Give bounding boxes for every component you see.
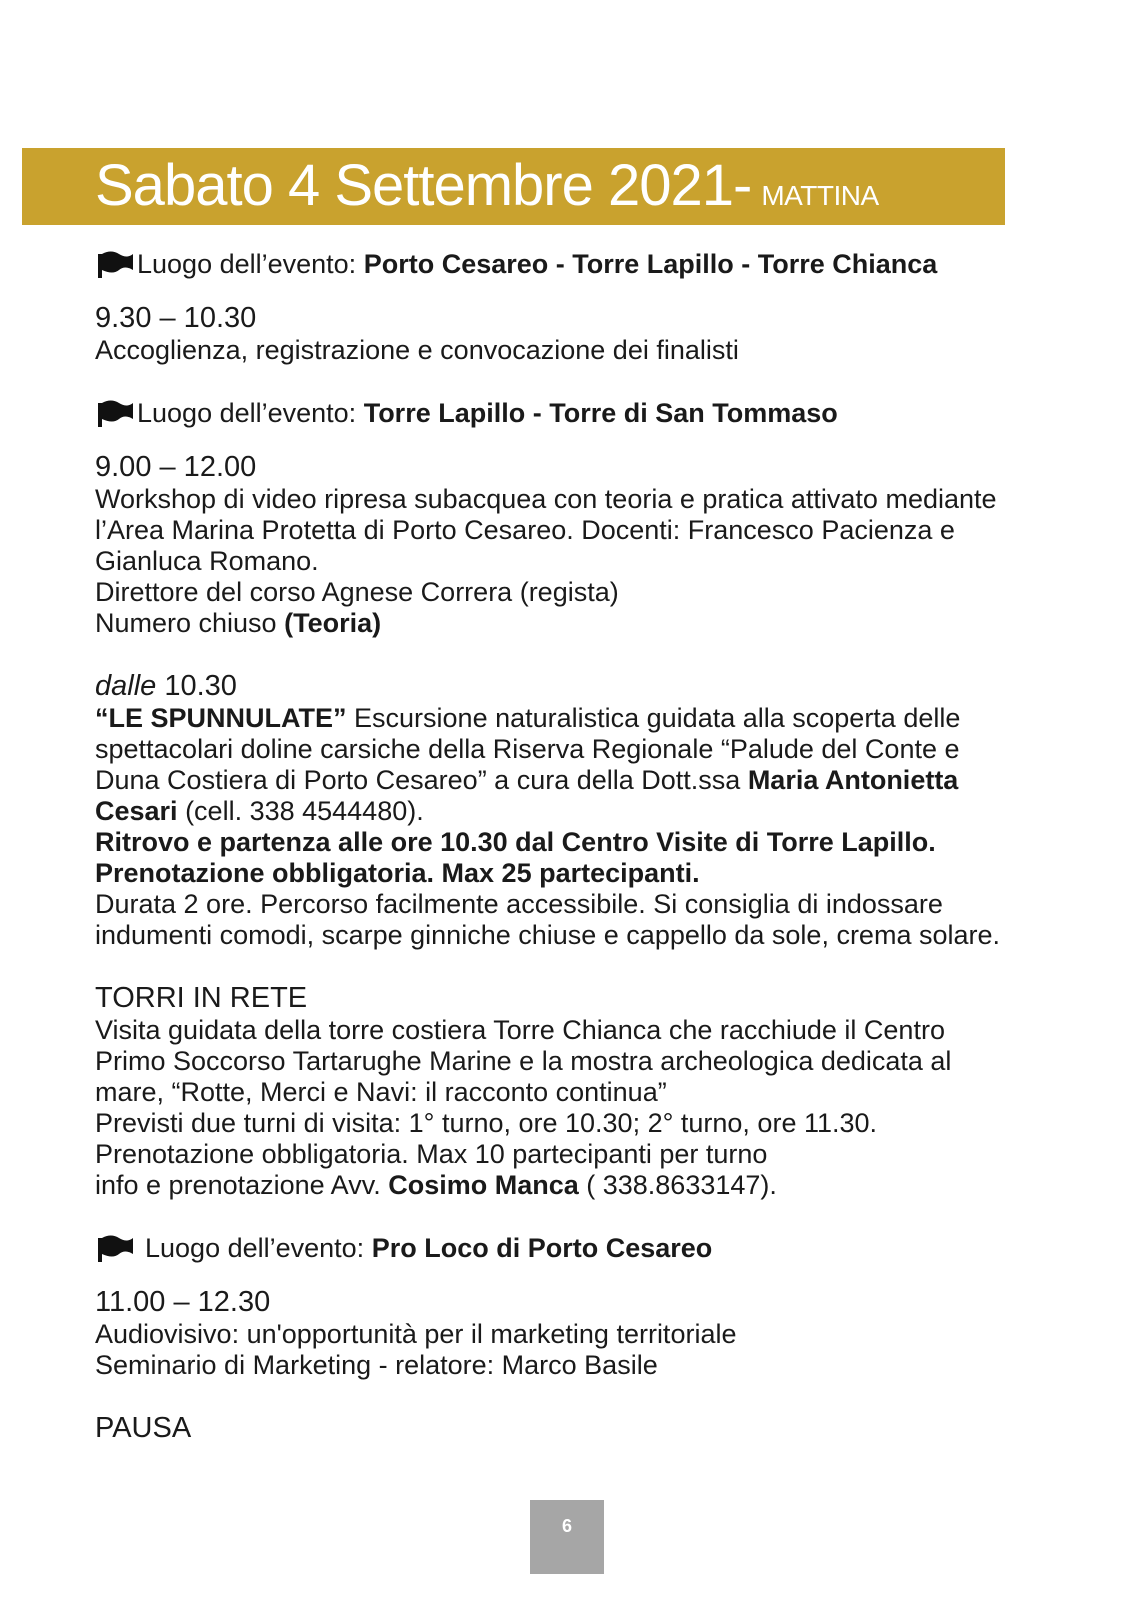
venue-place: Pro Loco di Porto Cesareo	[371, 1232, 713, 1263]
event-text	[95, 765, 1055, 796]
event-text	[95, 1170, 1055, 1201]
flag-icon	[95, 248, 135, 280]
event-text: mare, “Rotte, Merci e Navi: il racconto continua”	[95, 1077, 667, 1107]
event-text-bold: Cosimo Manca	[388, 1170, 579, 1200]
event-text	[95, 796, 1055, 827]
venue-line	[95, 397, 1055, 429]
event-text: l’Area Marina Protetta di Porto Cesareo. Docenti: Francesco Pacienza e	[95, 515, 955, 545]
event-text: Durata 2 ore. Percorso facilmente accessibile. Si consiglia di indossare	[95, 889, 943, 919]
event-text-part: info e prenotazione Avv.	[95, 1170, 389, 1200]
event-text: Prenotazione obbligatoria. Max 10 partecipanti per turno	[95, 1139, 768, 1169]
venue-line	[95, 248, 1055, 280]
event-time-value: 10.30	[156, 670, 237, 702]
event-time-prefix: dalle	[95, 670, 157, 702]
event-block	[95, 302, 1055, 366]
event-text: Visita guidata della torre costiera Torre Chianca che racchiude il Centro	[95, 1015, 945, 1045]
event-block	[95, 982, 1055, 1201]
event-block	[95, 670, 1055, 951]
event-time: 9.30 – 10.30	[95, 302, 257, 334]
event-title: “LE SPUNNULATE”	[95, 703, 347, 733]
event-text-bold: Cesari	[95, 796, 178, 826]
event-text-part: (cell. 338 4544480).	[177, 796, 424, 826]
event-text	[95, 608, 1055, 639]
event-text-bold: (Teoria)	[284, 608, 382, 638]
event-text-bold: Maria Antonietta	[747, 765, 959, 795]
venue-place: Torre Lapillo - Torre di San Tommaso	[363, 397, 838, 428]
page-title-subtitle: MATTINA	[761, 180, 879, 211]
venue-label: Luogo dell’evento:	[137, 248, 357, 279]
venue-place: Porto Cesareo - Torre Lapillo - Torre Chianca	[363, 248, 938, 279]
event-text-bold: Prenotazione obbligatoria. Max 25 partecipanti.	[95, 858, 700, 888]
flag-icon	[95, 1232, 135, 1264]
event-text: Gianluca Romano.	[95, 546, 319, 576]
event-time	[95, 670, 1055, 703]
event-text: spettacolari doline carsiche della Riserva Regionale “Palude del Conte e	[95, 734, 960, 764]
flag-icon	[95, 397, 135, 429]
event-text: indumenti comodi, scarpe ginniche chiuse e cappello da sole, crema solare.	[95, 920, 1001, 950]
program-content	[95, 248, 1055, 1445]
event-time: 11.00 – 12.30	[95, 1286, 271, 1318]
event-text-part: Duna Costiera di Porto Cesareo” a cura della Dott.ssa	[95, 765, 748, 795]
event-text: Seminario di Marketing - relatore: Marco Basile	[95, 1350, 658, 1380]
event-text: Primo Soccorso Tartarughe Marine e la mostra archeologica dedicata al	[95, 1046, 952, 1076]
event-text-part: Escursione naturalistica guidata alla scoperta delle	[346, 703, 961, 733]
venue-label: Luogo dell’evento:	[137, 397, 357, 428]
event-text: Workshop di video ripresa subacquea con teoria e pratica attivato mediante	[95, 484, 997, 514]
page-title	[95, 150, 879, 232]
venue-label: Luogo dell’evento:	[145, 1232, 365, 1263]
event-text: Audiovisivo: un'opportunità per il marketing territoriale	[95, 1319, 737, 1349]
event-block	[95, 1286, 1055, 1381]
event-text: Accoglienza, registrazione e convocazione dei finalisti	[95, 335, 739, 365]
event-text	[95, 703, 1055, 734]
venue-line	[95, 1232, 1055, 1264]
event-block	[95, 451, 1055, 639]
event-time: 9.00 – 12.00	[95, 451, 257, 483]
page-title-date: Sabato 4 Settembre 2021-	[95, 153, 752, 218]
event-text-part: Numero chiuso	[95, 608, 285, 638]
event-text-part: ( 338.8633147).	[578, 1170, 777, 1200]
event-title: TORRI IN RETE	[95, 982, 308, 1014]
event-text: Previsti due turni di visita: 1° turno, ore 10.30; 2° turno, ore 11.30.	[95, 1108, 878, 1138]
event-text-bold: Ritrovo e partenza alle ore 10.30 dal Centro Visite di Torre Lapillo.	[95, 827, 936, 857]
page-number: 6	[530, 1500, 604, 1574]
event-text: Direttore del corso Agnese Correra (regista)	[95, 577, 619, 607]
pause-label: PAUSA	[95, 1412, 192, 1444]
